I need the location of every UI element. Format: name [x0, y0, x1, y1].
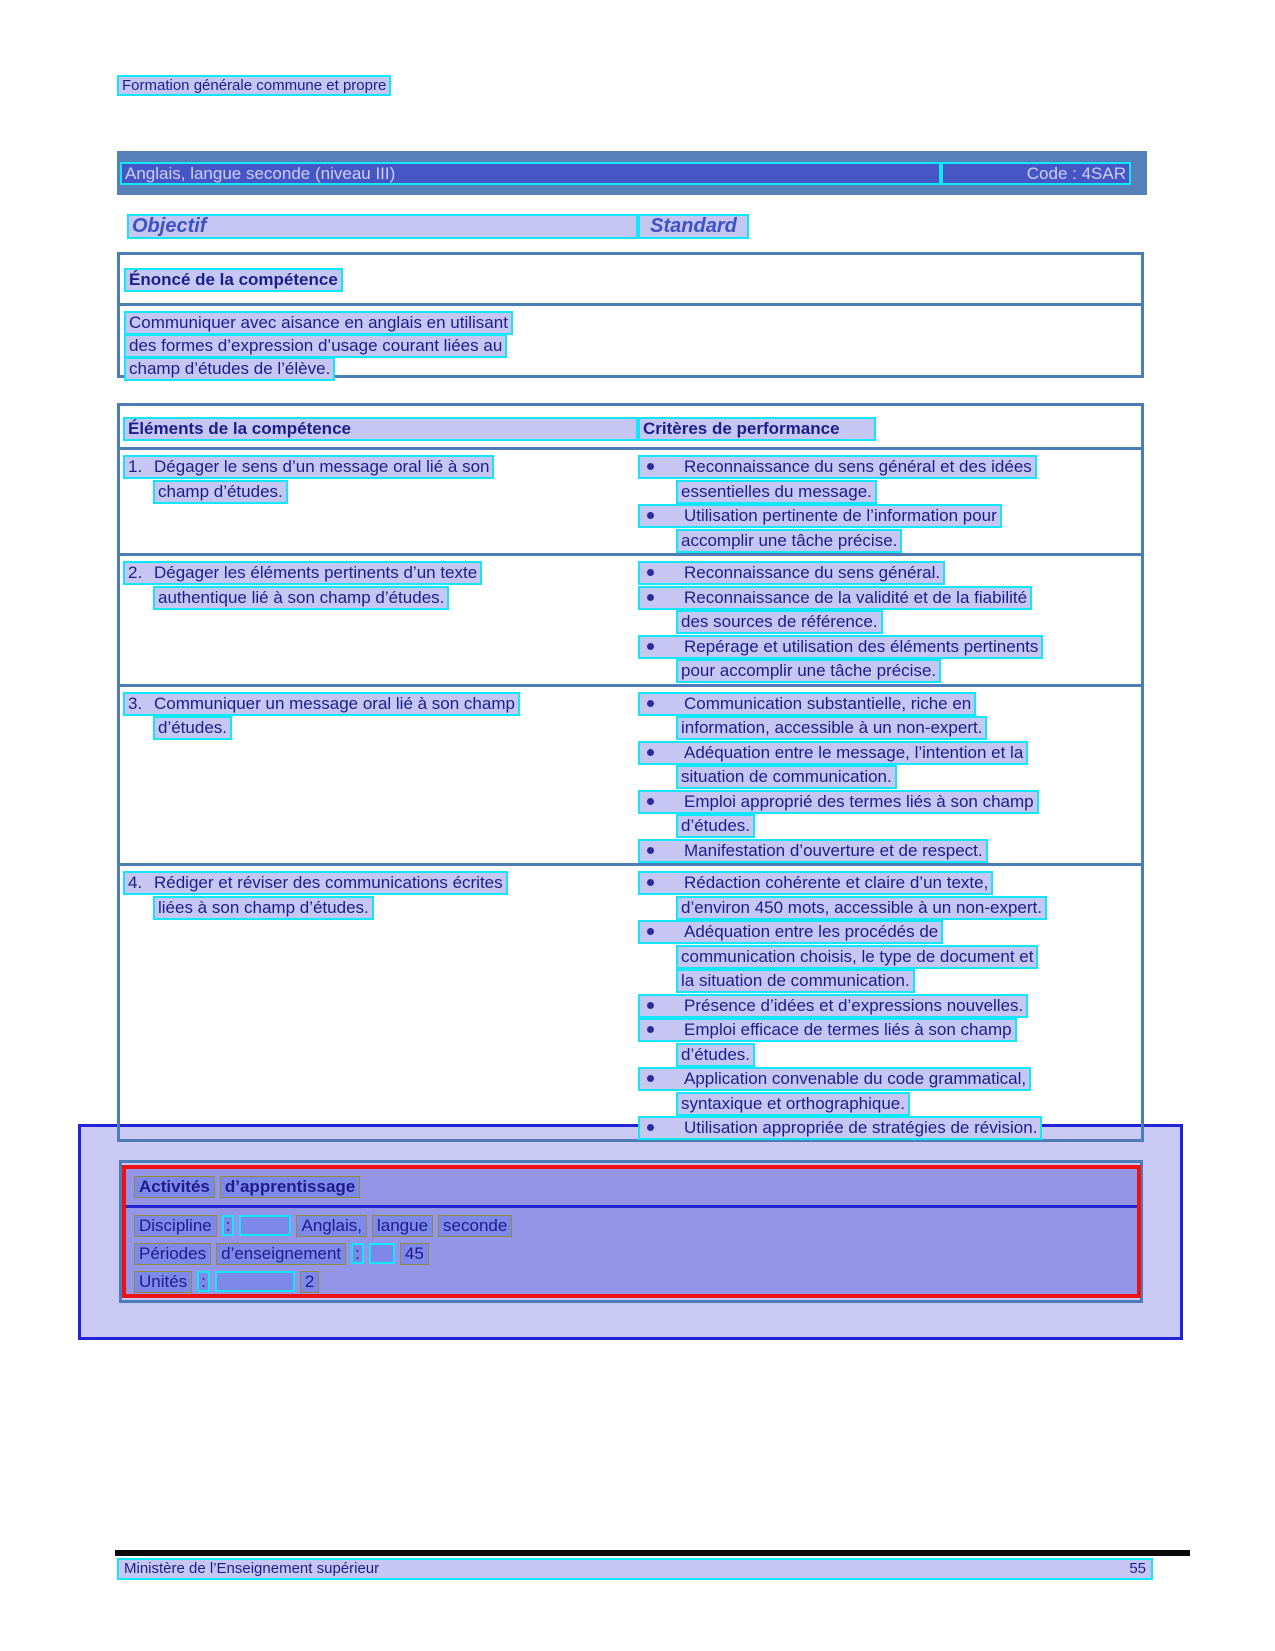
element-text: Dégager le sens d’un message oral lié à son: [154, 457, 490, 476]
standard-label: Standard: [638, 214, 749, 239]
criterion-text: Communication substantielle, riche en: [684, 693, 972, 713]
column-header-elements: Éléments de la compétence: [123, 417, 638, 441]
criterion-text: Reconnaissance de la validité et de la fiabilité: [684, 587, 1028, 607]
divider: [120, 303, 1141, 306]
divider: [126, 1205, 1137, 1208]
element-text: Rédiger et réviser des communications écrites: [154, 873, 503, 892]
table-row: [120, 450, 1141, 553]
criterion-text: des sources de référence.: [676, 610, 883, 634]
criterion-text: d’études.: [676, 814, 755, 838]
element-text: liées à son champ d’études.: [153, 896, 374, 920]
field-value-word: langue: [372, 1215, 433, 1237]
criteria-cell: [638, 561, 1141, 684]
page-number: 55: [1129, 1560, 1146, 1577]
element-cell: [120, 692, 638, 864]
bullet-icon: [647, 512, 654, 519]
course-code: Code : 4SAR: [941, 162, 1131, 185]
criterion-text: Utilisation pertinente de l’information pour: [684, 506, 997, 525]
field-label: d’enseignement: [216, 1243, 346, 1265]
element-number: 1.: [128, 457, 143, 476]
criteria-cell: [638, 871, 1141, 1141]
bullet-icon: [647, 1124, 654, 1131]
objectif-label: Objectif: [127, 214, 638, 239]
element-text: Dégager les éléments pertinents d’un texte: [154, 563, 478, 582]
table-row: [120, 866, 1141, 1141]
table-row: [120, 687, 1141, 864]
criterion-text: Application convenable du code grammatical,: [684, 1069, 1027, 1088]
bullet-icon: [647, 798, 654, 805]
element-text: champ d’études.: [153, 480, 288, 504]
bullet-icon: [647, 1002, 654, 1009]
element-number: 2.: [128, 563, 143, 582]
element-cell: [120, 455, 638, 553]
field-label: Périodes: [134, 1243, 211, 1265]
criteria-cell: [638, 455, 1141, 553]
bullet-icon: [647, 749, 654, 756]
field-value-word: 45: [400, 1243, 429, 1265]
enonce-box: [117, 252, 1144, 378]
criterion-text: Reconnaissance du sens général.: [684, 563, 941, 582]
field-label: Unités: [134, 1271, 192, 1293]
footer-text: Ministère de l’Enseignement supérieur: [124, 1560, 380, 1577]
criterion-text: Présence d’idées et d’expressions nouvelles.: [684, 995, 1024, 1015]
criterion-text: essentielles du message.: [676, 480, 877, 504]
criterion-text: Rédaction cohérente et claire d’un texte,: [684, 873, 989, 892]
criterion-text: Reconnaissance du sens général et des idées: [684, 457, 1032, 476]
enonce-body: [124, 311, 1141, 380]
criterion-text: communication choisis, le type de document et: [676, 945, 1038, 969]
criteria-cell: [638, 692, 1141, 864]
criterion-text: d’études.: [676, 1043, 755, 1067]
bullet-icon: [647, 700, 654, 707]
gap-box: [239, 1215, 291, 1236]
criterion-text: Utilisation appropriée de stratégies de révision.: [684, 1118, 1038, 1137]
bullet-icon: [647, 1075, 654, 1082]
field-value-word: seconde: [438, 1215, 512, 1237]
criterion-text: Repérage et utilisation des éléments pertinents: [684, 636, 1039, 656]
gap-box: [215, 1271, 295, 1292]
course-title: Anglais, langue seconde (niveau III): [120, 162, 941, 185]
bullet-icon: [647, 928, 654, 935]
colon: :: [222, 1215, 235, 1236]
field-value-word: Anglais,: [296, 1215, 366, 1237]
document-category-note: Formation générale commune et propre: [117, 75, 391, 96]
bullet-icon: [647, 569, 654, 576]
element-cell: [120, 871, 638, 1141]
enonce-heading: Énoncé de la compétence: [124, 268, 343, 292]
bullet-icon: [647, 847, 654, 854]
criterion-text: pour accomplir une tâche précise.: [676, 659, 941, 683]
activites-row-unites: [134, 1271, 1137, 1292]
element-text: d’études.: [153, 716, 232, 740]
table-header-row: [120, 406, 1141, 447]
element-number: 3.: [128, 693, 143, 713]
enonce-line: des formes d’expression d’usage courant liées au: [124, 334, 507, 358]
gap-box: [369, 1243, 395, 1264]
activites-row-periodes: [134, 1243, 1137, 1264]
course-title-bar: [117, 151, 1147, 195]
criterion-text: accomplir une tâche précise.: [676, 529, 902, 553]
element-number: 4.: [128, 873, 143, 892]
enonce-line: Communiquer avec aisance en anglais en utilisant: [124, 311, 513, 335]
column-header-criteres: Critères de performance: [638, 417, 876, 441]
activites-row-discipline: [134, 1215, 1137, 1236]
activites-annotation-box: [122, 1165, 1141, 1298]
colon: :: [351, 1243, 364, 1264]
footer: [117, 1558, 1153, 1580]
table-row: [120, 556, 1141, 684]
heading-word: d’apprentissage: [220, 1176, 360, 1198]
field-label: Discipline: [134, 1215, 217, 1237]
element-text: authentique lié à son champ d’études.: [153, 586, 449, 610]
criterion-text: situation de communication.: [676, 765, 897, 789]
criterion-text: Emploi approprié des termes liés à son champ: [684, 791, 1034, 811]
element-text: Communiquer un message oral lié à son champ: [154, 693, 515, 713]
colon: :: [197, 1271, 210, 1292]
criterion-text: Adéquation entre le message, l’intention et la: [684, 742, 1024, 762]
activites-heading: [134, 1176, 1137, 1198]
criterion-text: Emploi efficace de termes liés à son champ: [684, 1020, 1012, 1039]
criterion-text: la situation de communication.: [676, 969, 915, 993]
element-cell: [120, 561, 638, 684]
bullet-icon: [647, 1026, 654, 1033]
criterion-text: Manifestation d’ouverture et de respect.: [684, 840, 983, 860]
criterion-text: information, accessible à un non-expert.: [676, 716, 987, 740]
criterion-text: syntaxique et orthographique.: [676, 1092, 910, 1116]
bullet-icon: [647, 463, 654, 470]
field-value-word: 2: [300, 1271, 319, 1293]
competence-table: [117, 403, 1144, 1142]
criterion-text: d’environ 450 mots, accessible à un non-expert.: [676, 896, 1047, 920]
heading-word: Activités: [134, 1176, 215, 1198]
enonce-line: champ d’études de l’élève.: [124, 357, 335, 381]
bullet-icon: [647, 643, 654, 650]
bullet-icon: [647, 879, 654, 886]
criterion-text: Adéquation entre les procédés de: [684, 922, 939, 941]
bullet-icon: [647, 594, 654, 601]
footer-rule: [115, 1550, 1190, 1556]
